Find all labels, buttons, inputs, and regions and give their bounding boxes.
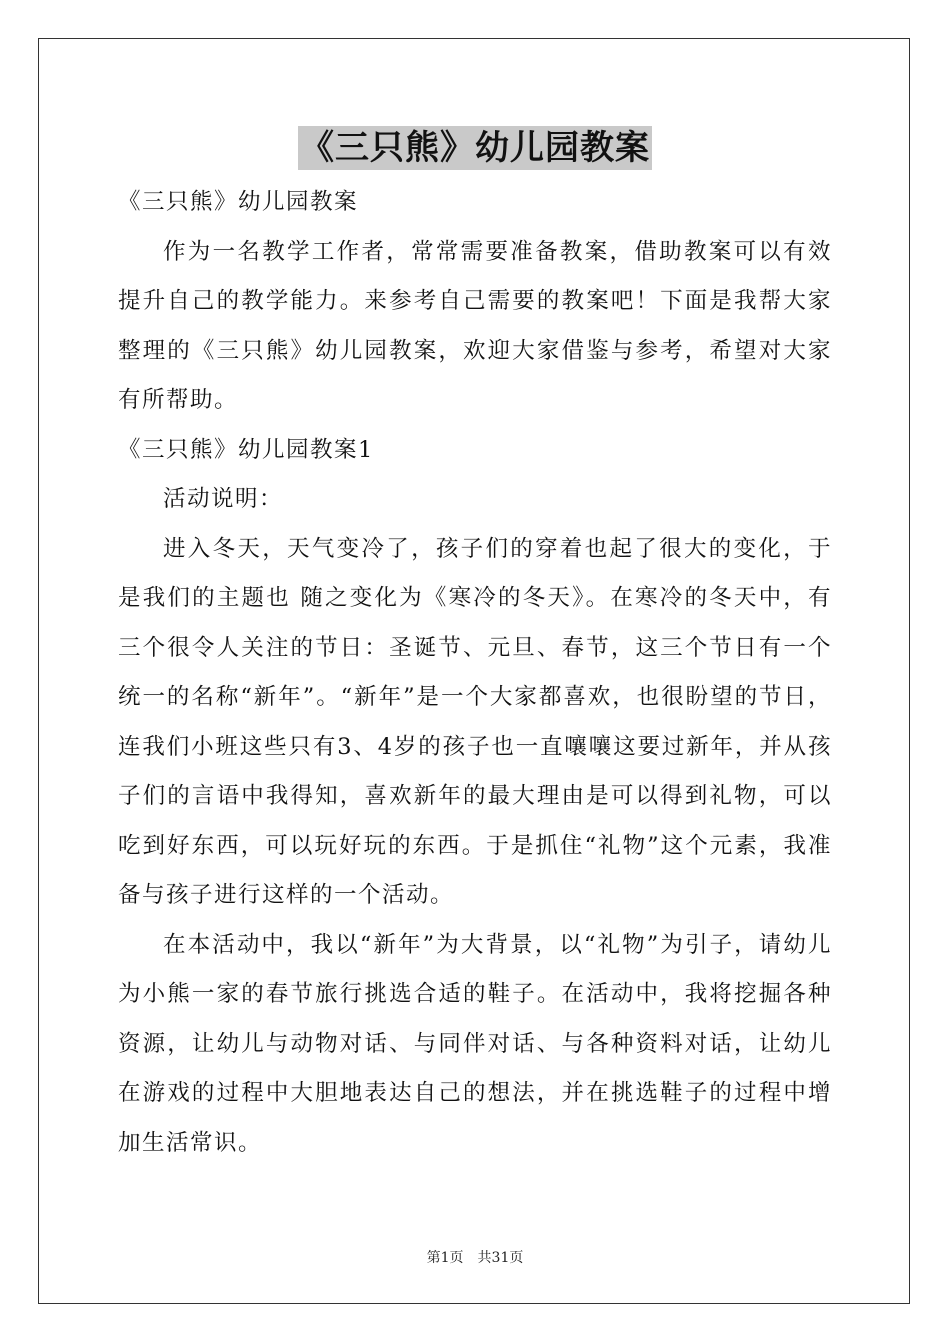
page-total: 共31页 xyxy=(477,1250,524,1266)
page-number: 第1页 xyxy=(426,1250,464,1266)
document-body xyxy=(118,178,832,1168)
paragraph-3: 活动说明： xyxy=(163,486,284,512)
paragraph-4: 进入冬天，天气变冷了，孩子们的穿着也起了很大的变化，于是我们的主题也 随之变化为《寒冷的冬天》。在寒冷的冬天中，有三个很令人关注的节日：圣诞节、元旦、春节，这三个节日有一个统一的名称“新年”。“新年”是一个大家都喜欢，也很盼望的节日，连我们小班这些只有3、4岁的孩子也一直嚷嚷这要过新年，并从孩子们的言语中我得知，喜欢新年的最大理由是可以得到礼物，可以吃到好东西，可以玩好玩的东西。于是抓住“礼物”这个元素，我准备与孩子进行这样的一个活动。 xyxy=(118,535,832,908)
document-title: 《三只熊》幼儿园教案 xyxy=(300,128,650,168)
paragraph-0: 《三只熊》幼儿园教案 xyxy=(118,189,359,215)
paragraph-5: 在本活动中，我以“新年”为大背景，以“礼物”为引子，请幼儿为小熊一家的春节旅行挑选合适的鞋子。在活动中，我将挖掘各种资源，让幼儿与动物对话、与同伴对话、与各种资料对话，让幼儿在游戏的过程中大胆地表达自己的想法，并在挑选鞋子的过程中增加生活常识。 xyxy=(118,931,832,1156)
page-footer xyxy=(0,1248,950,1268)
title-wrap xyxy=(0,126,950,170)
paragraph-1: 作为一名教学工作者，常常需要准备教案，借助教案可以有效提升自己的教学能力。来参考自己需要的教案吧！下面是我帮大家整理的《三只熊》幼儿园教案，欢迎大家借鉴与参考，希望对大家有所帮助。 xyxy=(118,238,832,413)
paragraph-2: 《三只熊》幼儿园教案1 xyxy=(118,436,374,463)
